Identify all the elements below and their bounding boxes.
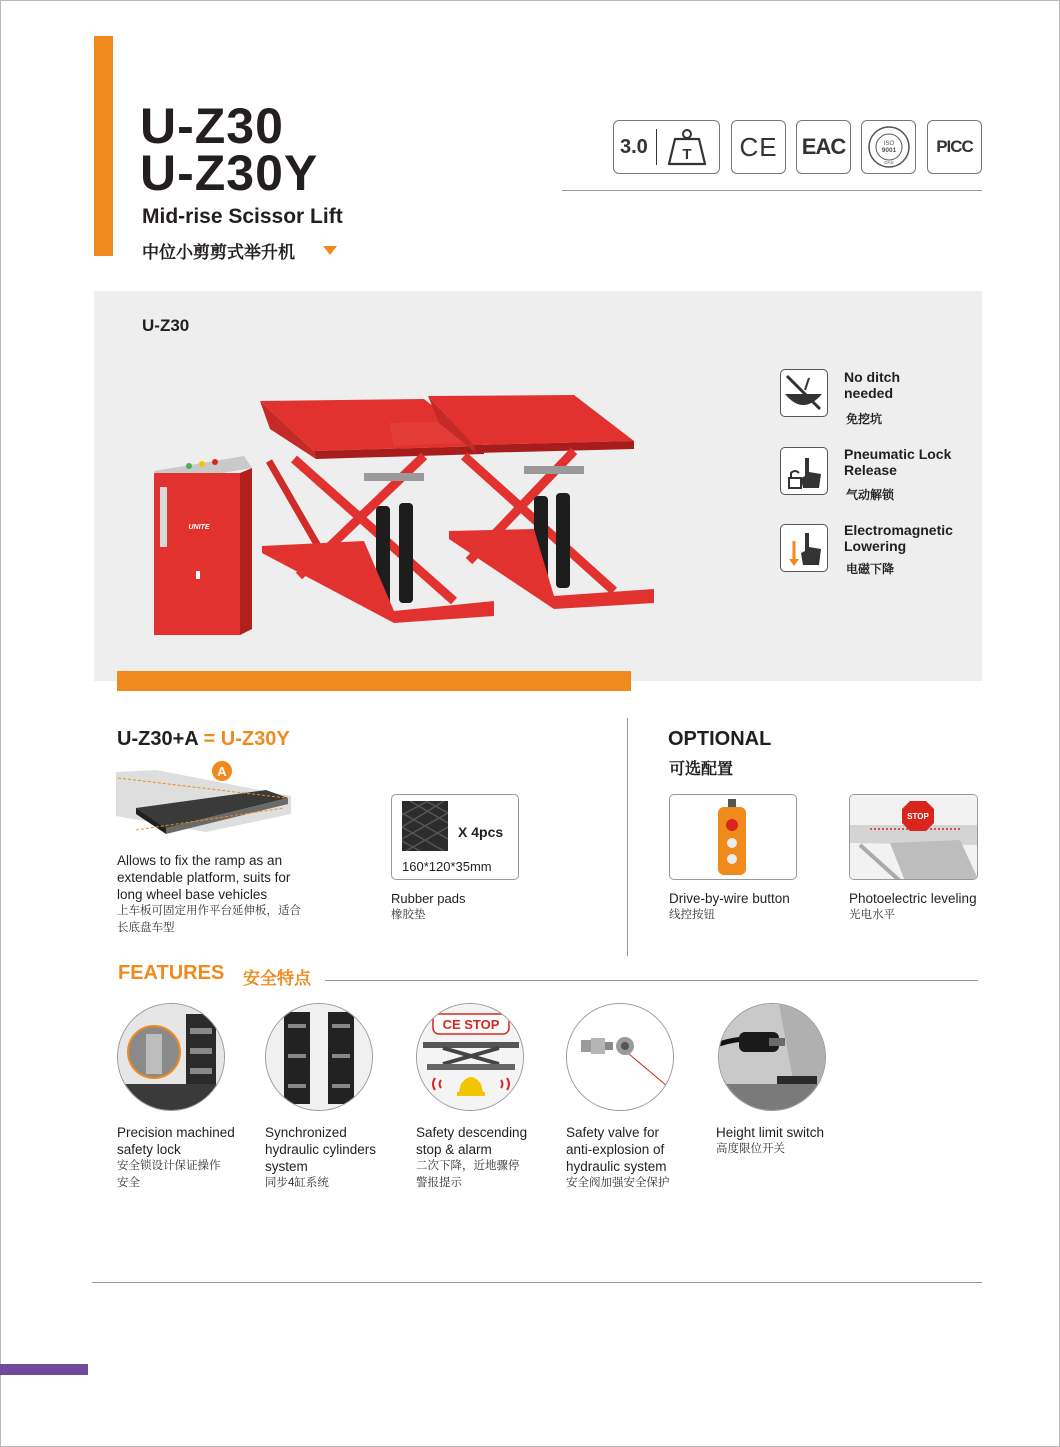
feature-pneumatic-line2: Release — [844, 462, 897, 478]
svg-text:A: A — [217, 764, 227, 779]
caption-line: hydraulic cylinders — [265, 1142, 377, 1157]
no-ditch-icon — [780, 369, 828, 417]
photoelectric-label: Photoelectric leveling — [849, 891, 977, 906]
capacity-unit: T — [682, 146, 692, 163]
features-heading: FEATURES — [118, 962, 225, 984]
weight-icon — [665, 127, 709, 167]
rubber-pads-size: 160*120*35mm — [402, 859, 492, 874]
iso-badge — [861, 120, 916, 174]
caption-cn-line: 警报提示 — [416, 1177, 462, 1189]
caption-cn-line: 高度限位开关 — [716, 1143, 785, 1155]
model-title-2: U-Z30Y — [140, 145, 319, 201]
pneumatic-lock-icon — [780, 447, 828, 495]
height-limit-switch-image — [718, 1003, 826, 1111]
upgrade-description — [117, 852, 301, 937]
upgrade-desc-line1: Allows to fix the ramp as an — [117, 853, 283, 868]
caption-line: Safety valve for — [566, 1125, 660, 1140]
feature-lowering-cn: 电磁下降 — [846, 562, 895, 576]
safety-lock-image — [117, 1003, 225, 1111]
optional-heading-cn: 可选配置 — [669, 761, 734, 778]
subtitle-en: Mid-rise Scissor Lift — [142, 205, 343, 228]
hydraulic-cylinders-image — [265, 1003, 373, 1111]
feature-caption-safety-lock — [117, 1124, 235, 1192]
upgrade-heading-base: U-Z30+A — [117, 728, 198, 750]
features-divider — [325, 980, 978, 981]
caption-line: safety lock — [117, 1142, 181, 1157]
svg-text:STOP: STOP — [907, 812, 929, 821]
svg-text:ISO: ISO — [883, 141, 894, 147]
drive-by-wire-label-cn: 线控按钮 — [669, 909, 715, 921]
caption-line: Precision machined — [117, 1125, 235, 1140]
picc-badge — [927, 120, 982, 174]
descending-stop-image — [416, 1003, 524, 1111]
pendant-control-icon — [712, 799, 752, 877]
upgrade-desc-line3: long wheel base vehicles — [117, 887, 268, 902]
upgrade-desc-cn-line1: 上车板可固定用作平台延伸板，适合 — [117, 905, 301, 917]
hero-model-label: U-Z30 — [142, 316, 190, 335]
feature-no-ditch-cn: 免挖坑 — [846, 412, 883, 426]
feature-lowering-line1: Electromagnetic — [844, 522, 953, 538]
triangle-down-icon — [323, 246, 337, 255]
caption-cn-line: 安全锁设计保证操作 — [117, 1160, 221, 1172]
drive-by-wire-caption — [669, 890, 790, 924]
lift-platform-right — [428, 395, 654, 609]
caption-line: hydraulic system — [566, 1159, 667, 1174]
caption-line: Safety descending — [416, 1125, 528, 1140]
capacity-badge — [613, 120, 720, 174]
footer-divider — [92, 1282, 982, 1283]
rubber-pads-quantity: X 4pcs — [458, 824, 504, 840]
electromagnetic-lowering-icon — [780, 524, 828, 572]
rubber-pad-icon — [402, 801, 448, 851]
caption-line: anti-explosion of — [566, 1142, 665, 1157]
feature-no-ditch-line2: needed — [844, 385, 894, 401]
caption-cn-line: 二次下降，近地骤停 — [416, 1160, 520, 1172]
photoelectric-leveling-illustration — [850, 795, 978, 880]
caption-cn-line: 安全阀加强安全保护 — [566, 1177, 670, 1189]
rubber-pads-box — [391, 794, 519, 880]
photoelectric-label-cn: 光电水平 — [849, 909, 895, 921]
upgrade-desc-line2: extendable platform, suits for — [117, 870, 291, 885]
optional-heading: OPTIONAL — [668, 728, 772, 750]
photoelectric-leveling-box — [849, 794, 978, 880]
caption-line: Synchronized — [265, 1125, 347, 1140]
ce-badge — [731, 120, 786, 174]
subtitle-cn: 中位小剪剪式举升机 — [142, 243, 295, 262]
badge-divider — [656, 129, 658, 165]
eac-badge — [796, 120, 851, 174]
rubber-pads-label: Rubber pads — [391, 891, 466, 906]
eac-mark: EAC — [801, 134, 846, 159]
hero-accent-bar — [117, 671, 631, 691]
feature-caption-cylinders — [265, 1124, 376, 1192]
upgrade-desc-cn-line2: 长底盘车型 — [117, 922, 175, 934]
caption-line: system — [265, 1159, 308, 1174]
model-title-1: U-Z30 — [140, 98, 284, 154]
svg-text:DAS: DAS — [883, 160, 894, 165]
accent-bar — [94, 36, 113, 256]
header-divider — [562, 190, 982, 191]
control-cabinet — [154, 456, 252, 635]
feature-pneumatic-line1: Pneumatic Lock — [844, 446, 952, 462]
feature-pneumatic-cn: 气动解锁 — [846, 488, 895, 502]
svg-text:9001: 9001 — [881, 147, 896, 154]
footer-accent-bar — [0, 1364, 88, 1375]
picc-mark: PICC — [936, 137, 973, 156]
rubber-pads-caption — [391, 890, 465, 924]
caption-cn-line: 同步4缸系统 — [265, 1177, 329, 1189]
features-heading-cn: 安全特点 — [243, 969, 311, 988]
iso-seal-icon — [866, 124, 912, 170]
ce-mark: CE — [739, 131, 778, 162]
feature-caption-height-limit — [716, 1124, 824, 1158]
caption-line: stop & alarm — [416, 1142, 492, 1157]
caption-line: Height limit switch — [716, 1125, 825, 1140]
extension-ramp-illustration — [116, 758, 291, 848]
feature-caption-safety-valve — [566, 1124, 670, 1192]
upgrade-heading-result: U-Z30Y — [220, 728, 290, 750]
drive-by-wire-box — [669, 794, 797, 880]
upgrade-heading-equals: = — [197, 728, 221, 750]
feature-lowering-line2: Lowering — [844, 538, 907, 554]
safety-valve-image — [566, 1003, 674, 1111]
upgrade-heading — [117, 728, 290, 751]
feature-caption-descending-stop — [416, 1124, 527, 1192]
photoelectric-caption — [849, 890, 977, 924]
svg-text:UNITE: UNITE — [188, 524, 210, 531]
capacity-value: 3.0 — [620, 135, 648, 158]
drive-by-wire-label: Drive-by-wire button — [669, 891, 790, 906]
caption-cn-line: 安全 — [117, 1177, 140, 1189]
svg-text:CE STOP: CE STOP — [442, 1017, 500, 1032]
feature-no-ditch-line1: No ditch — [844, 369, 900, 385]
section-divider — [627, 718, 628, 956]
rubber-pads-label-cn: 橡胶垫 — [391, 909, 426, 921]
